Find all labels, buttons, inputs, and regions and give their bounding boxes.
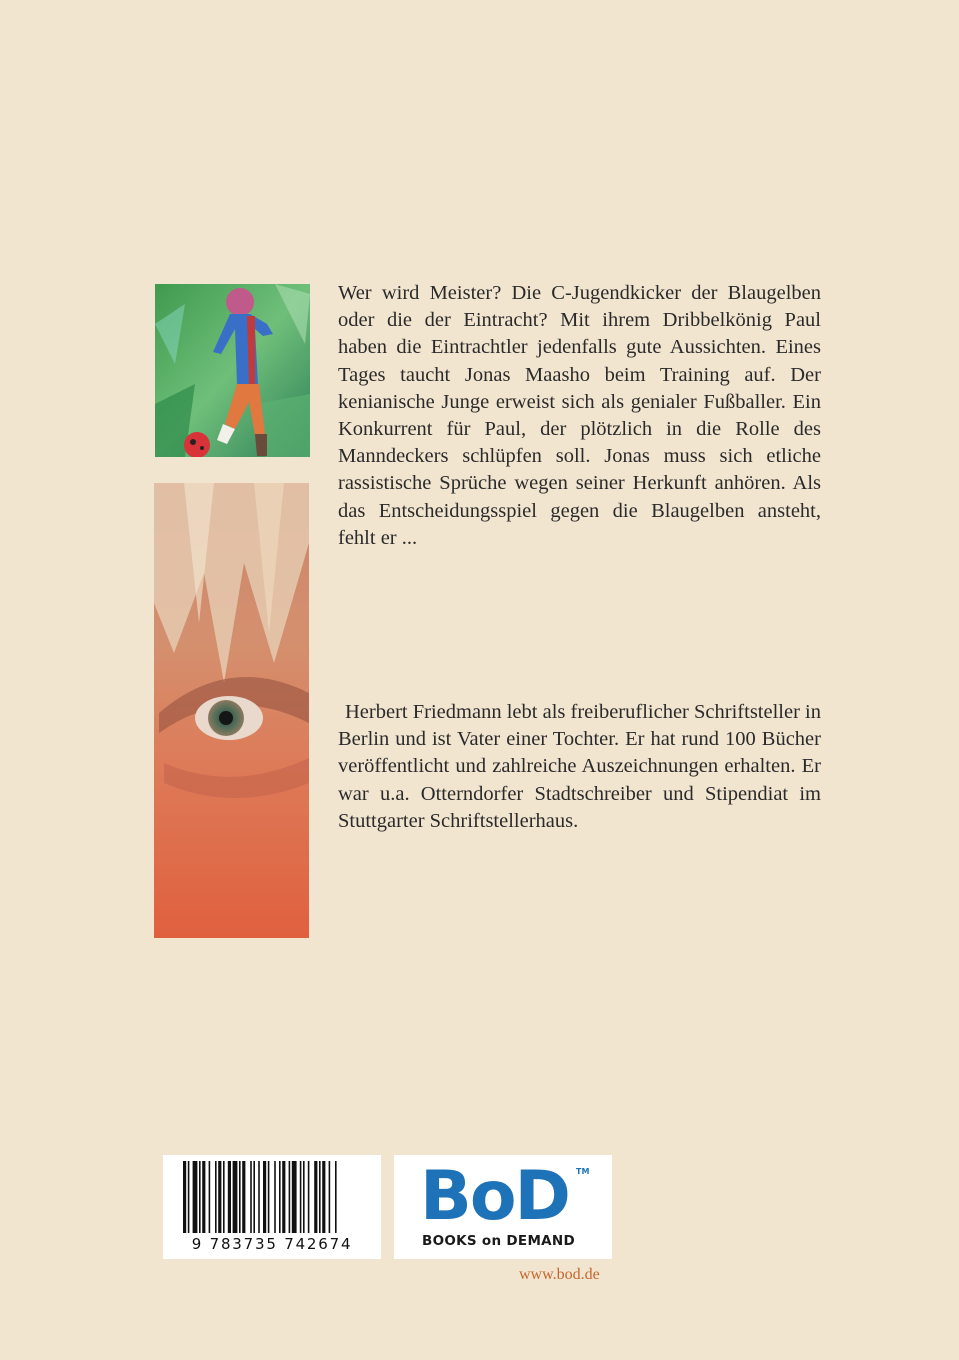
barcode-stripe bbox=[335, 1161, 337, 1233]
barcode-stripe bbox=[329, 1161, 331, 1233]
publisher-logo-box bbox=[394, 1155, 612, 1259]
barcode-stripe bbox=[292, 1161, 297, 1233]
isbn-digits: 9 783735 742674 bbox=[191, 1235, 353, 1253]
barcode-stripe bbox=[233, 1161, 238, 1233]
barcode-stripe bbox=[199, 1161, 201, 1233]
barcode-stripe bbox=[228, 1161, 231, 1233]
soccer-painting-image bbox=[155, 284, 310, 457]
barcode-stripe bbox=[188, 1161, 190, 1233]
eye-closeup-image bbox=[154, 483, 309, 938]
barcode-stripe bbox=[314, 1161, 317, 1233]
bod-logo: BoD bbox=[420, 1157, 569, 1236]
isbn-barcode bbox=[163, 1155, 381, 1259]
barcode-stripe bbox=[319, 1161, 321, 1233]
barcode-stripe bbox=[300, 1161, 302, 1233]
barcode-stripe bbox=[289, 1161, 291, 1233]
barcode-stripe bbox=[258, 1161, 260, 1233]
barcode-stripe bbox=[282, 1161, 285, 1233]
barcode-stripe bbox=[303, 1161, 305, 1233]
barcode-stripe bbox=[250, 1161, 252, 1233]
author-bio: Herbert Friedmann lebt als freiberuflicher Schriftsteller in Berlin und ist Vater einer Tochter. Er hat rund 100 Bücher veröffentlicht und zahlreiche Auszeichnungen erhalten. Er war u.a. Otterndorfer Stadtschreiber und Stipendiat im Stuttgarter Schriftstellerhaus. bbox=[338, 701, 821, 832]
barcode-stripe bbox=[239, 1161, 241, 1233]
barcode-stripe bbox=[242, 1161, 245, 1233]
barcode-stripe bbox=[202, 1161, 205, 1233]
publisher-url[interactable]: www.bod.de bbox=[519, 1266, 600, 1283]
book-blurb: Wer wird Meister? Die C-Jugendkicker der Blaugelben oder die der Eintracht? Mit ihrem Dribbelkönig Paul haben die Eintrachtler jedenfalls gute Aussichten. Eines Tages taucht Jonas Maasho beim Training auf. Der kenianische Junge erweist sich als genialer Fußballer. Ein Konkurrent für Paul, der plötzlich in die Rolle des Manndeckers schlüpfen soll. Jonas muss sich etliche rassistische Sprüche wegen seiner Herkunft anhören. Als das Entscheidungsspiel gegen die Blaugelben ansteht, fehlt er ... bbox=[338, 282, 821, 549]
barcode-stripe bbox=[183, 1161, 186, 1233]
barcode-stripe bbox=[308, 1161, 310, 1233]
barcode-stripe bbox=[193, 1161, 198, 1233]
barcode-stripe bbox=[215, 1161, 217, 1233]
barcode-stripe bbox=[268, 1161, 270, 1233]
barcode-stripe bbox=[223, 1161, 225, 1233]
barcode-stripe bbox=[253, 1161, 255, 1233]
barcode-stripe bbox=[263, 1161, 266, 1233]
trademark-mark: TM bbox=[576, 1167, 590, 1176]
barcode-stripe bbox=[218, 1161, 221, 1233]
barcode-stripe bbox=[279, 1161, 281, 1233]
barcode-stripe bbox=[274, 1161, 276, 1233]
barcode-stripe bbox=[322, 1161, 325, 1233]
barcode-stripe bbox=[209, 1161, 211, 1233]
bod-tagline: BOOKS on DEMAND bbox=[422, 1233, 576, 1249]
